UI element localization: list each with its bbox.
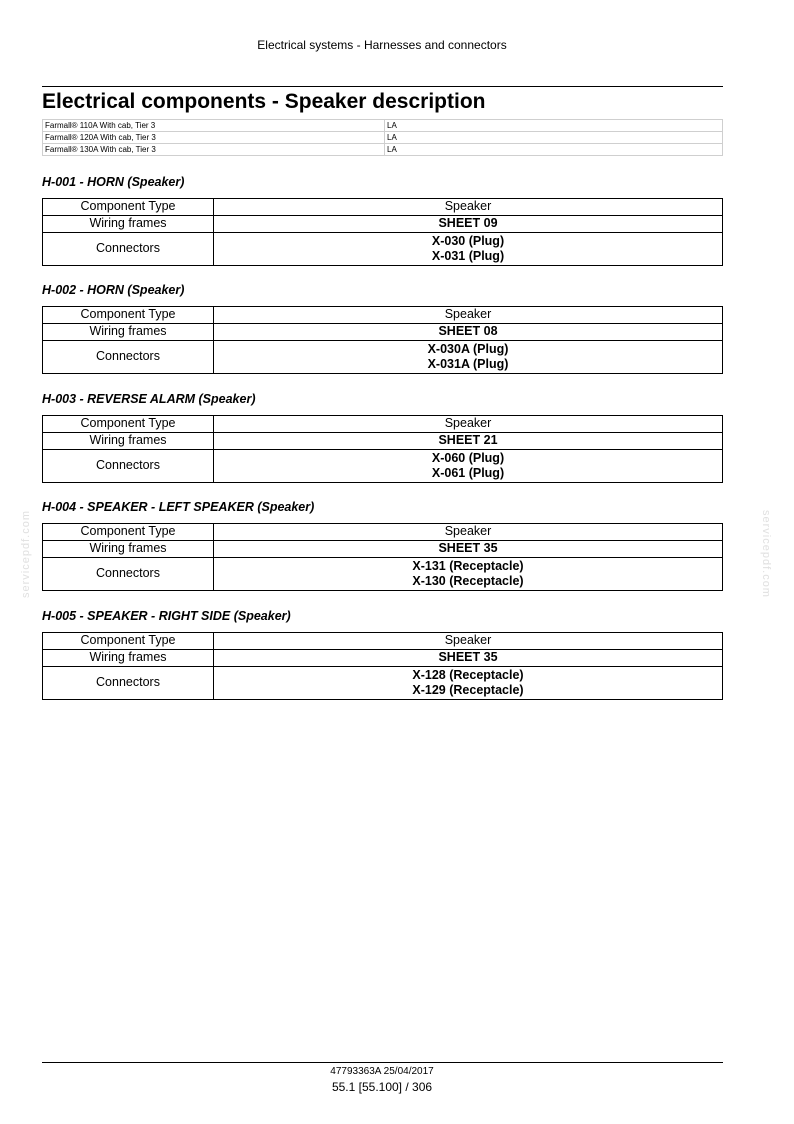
component-table [42,306,723,374]
component-table [42,523,723,591]
component-type-value: Speaker [214,416,723,433]
connectors-value [214,558,723,591]
component-section-h001 [42,174,723,266]
wiring-frames-value: SHEET 21 [214,433,723,450]
connector-1: X-030A (Plug) [427,341,509,356]
page-title: Electrical components - Speaker description [42,90,486,113]
wiring-frames-row [43,324,723,341]
component-type-row [43,307,723,324]
running-header: Electrical systems - Harnesses and connectors [257,38,507,52]
component-title: H-003 - REVERSE ALARM (Speaker) [42,392,256,406]
wiring-frames-value: SHEET 09 [214,216,723,233]
connectors-value [214,450,723,483]
component-type-label: Component Type [43,199,214,216]
wiring-frames-value: SHEET 35 [214,541,723,558]
component-table [42,632,723,700]
connectors-row [43,558,723,591]
model-name: Farmall® 130A With cab, Tier 3 [43,144,385,156]
wiring-frames-value: SHEET 08 [214,324,723,341]
connector-2: X-061 (Plug) [431,466,505,480]
connectors-label: Connectors [43,558,214,591]
component-section-h005 [42,608,723,700]
component-section-h003 [42,391,723,483]
component-type-label: Component Type [43,633,214,650]
model-name: Farmall® 120A With cab, Tier 3 [43,132,385,144]
component-type-row [43,199,723,216]
wiring-frames-label: Wiring frames [43,324,214,341]
connectors-row [43,450,723,483]
connectors-value [214,341,723,374]
connector-1: X-128 (Receptacle) [412,667,524,682]
component-title: H-005 - SPEAKER - RIGHT SIDE (Speaker) [42,609,291,623]
model-applicability-table [42,119,723,156]
model-row [43,144,723,156]
connector-1: X-030 (Plug) [431,233,505,248]
connector-2: X-031 (Plug) [431,249,505,263]
component-type-label: Component Type [43,416,214,433]
connectors-label: Connectors [43,667,214,700]
wiring-frames-label: Wiring frames [43,216,214,233]
model-row [43,132,723,144]
component-type-value: Speaker [214,307,723,324]
watermark-left: servicepdf.com [20,510,32,598]
connectors-row [43,667,723,700]
connectors-label: Connectors [43,450,214,483]
component-type-label: Component Type [43,307,214,324]
component-type-value: Speaker [214,524,723,541]
wiring-frames-row [43,541,723,558]
wiring-frames-row [43,216,723,233]
header-rule [42,86,723,87]
footer-doc-code: 47793363A 25/04/2017 [330,1066,434,1077]
component-type-value: Speaker [214,199,723,216]
component-type-label: Component Type [43,524,214,541]
wiring-frames-label: Wiring frames [43,650,214,667]
model-row [43,120,723,132]
component-title: H-001 - HORN (Speaker) [42,175,185,189]
wiring-frames-label: Wiring frames [43,541,214,558]
footer-rule [42,1062,723,1063]
component-title: H-004 - SPEAKER - LEFT SPEAKER (Speaker) [42,500,315,514]
component-type-row [43,416,723,433]
connector-2: X-129 (Receptacle) [412,683,524,697]
connector-2: X-031A (Plug) [427,357,509,371]
wiring-frames-row [43,433,723,450]
footer-page-ref: 55.1 [55.100] / 306 [331,1080,433,1094]
watermark-right: servicepdf.com [760,510,772,598]
connectors-row [43,341,723,374]
component-type-value: Speaker [214,633,723,650]
wiring-frames-label: Wiring frames [43,433,214,450]
component-type-row [43,524,723,541]
connector-1: X-060 (Plug) [431,450,505,465]
component-title: H-002 - HORN (Speaker) [42,283,185,297]
model-code: LA [385,132,723,144]
model-code: LA [385,120,723,132]
connector-2: X-130 (Receptacle) [412,574,524,588]
connectors-label: Connectors [43,233,214,266]
connectors-value [214,233,723,266]
component-table [42,415,723,483]
component-type-row [43,633,723,650]
component-table [42,198,723,266]
wiring-frames-value: SHEET 35 [214,650,723,667]
component-section-h004 [42,499,723,591]
model-name: Farmall® 110A With cab, Tier 3 [43,120,385,132]
connectors-label: Connectors [43,341,214,374]
connector-1: X-131 (Receptacle) [412,558,524,573]
connectors-row [43,233,723,266]
model-code: LA [385,144,723,156]
wiring-frames-row [43,650,723,667]
component-section-h002 [42,282,723,374]
connectors-value [214,667,723,700]
